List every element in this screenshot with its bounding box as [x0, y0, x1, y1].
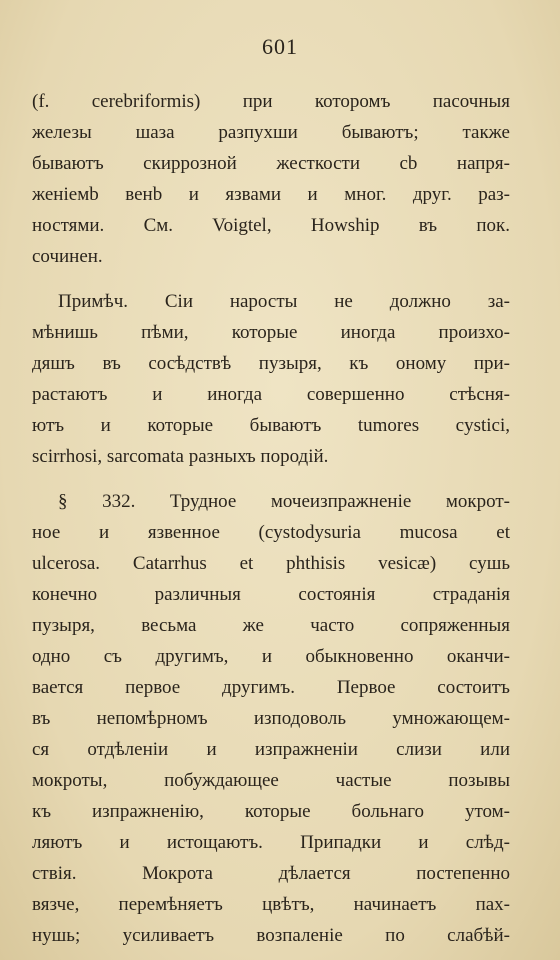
text-line: вязче, перемѣняетъ цвѣтъ, начинаетъ пах-	[32, 894, 510, 915]
text-line: къ изпражненію, которые больнаго утом-	[32, 801, 510, 822]
text-line: женіемb венb и язвами и мног. друг. раз-	[32, 184, 510, 205]
text-line: (f. cerebriformis) при которомъ пасочныя	[32, 91, 510, 112]
text-line: дяшъ въ сосѣдствѣ пузыря, къ оному при-	[32, 353, 510, 374]
text-line: нушь; усиливаетъ возпаленіе по слабѣй-	[32, 925, 510, 946]
text-line: мокроты, побуждающее частые позывы	[32, 770, 510, 791]
text-line: ное и язвенное (cystodysuria mucosa et	[32, 522, 510, 543]
text-line: Примѣч. Сіи наросты не должно за-	[58, 291, 510, 312]
text-line: ствія. Мокрота дѣлается постепенно	[32, 863, 510, 884]
text-line: железы шаза разпухши бываютъ; также	[32, 122, 510, 143]
text-line: растаютъ и иногда совершенно стѣсня-	[32, 384, 510, 405]
text-line: вается первое другимъ. Первое состоитъ	[32, 677, 510, 698]
text-line: конечно различныя состоянія страданія	[32, 584, 510, 605]
text-line: сочинен.	[32, 246, 103, 267]
text-line: ностями. См. Voigtel, Howship въ пок.	[32, 215, 510, 236]
text-line: пузыря, весьма же часто сопряженныя	[32, 615, 510, 636]
text-line: ulcerosa. Catarrhus et phthisis vesicæ) сушь	[32, 553, 510, 574]
text-line: ютъ и которые бываютъ tumores cystici,	[32, 415, 510, 436]
page-number: 601	[262, 34, 298, 59]
text-line: мѣнишь пѣми, которые иногда произхо-	[32, 322, 510, 343]
text-body	[32, 86, 510, 951]
text-line: § 332. Трудное мочеизпражненіе мокрот-	[58, 491, 510, 512]
text-line: scirrhosi, sarcomata разныхъ породій.	[32, 446, 329, 467]
text-line: въ непомѣрномъ изподоволь умножающем-	[32, 708, 510, 729]
text-line: ляютъ и истощаютъ. Припадки и слѣд-	[32, 832, 510, 853]
text-line: ся отдѣленіи и изпражненіи слизи или	[32, 739, 510, 760]
text-line: одно съ другимъ, и обыкновенно оканчи-	[32, 646, 510, 667]
text-line: бываютъ скиррозной жесткости сb напря-	[32, 153, 510, 174]
